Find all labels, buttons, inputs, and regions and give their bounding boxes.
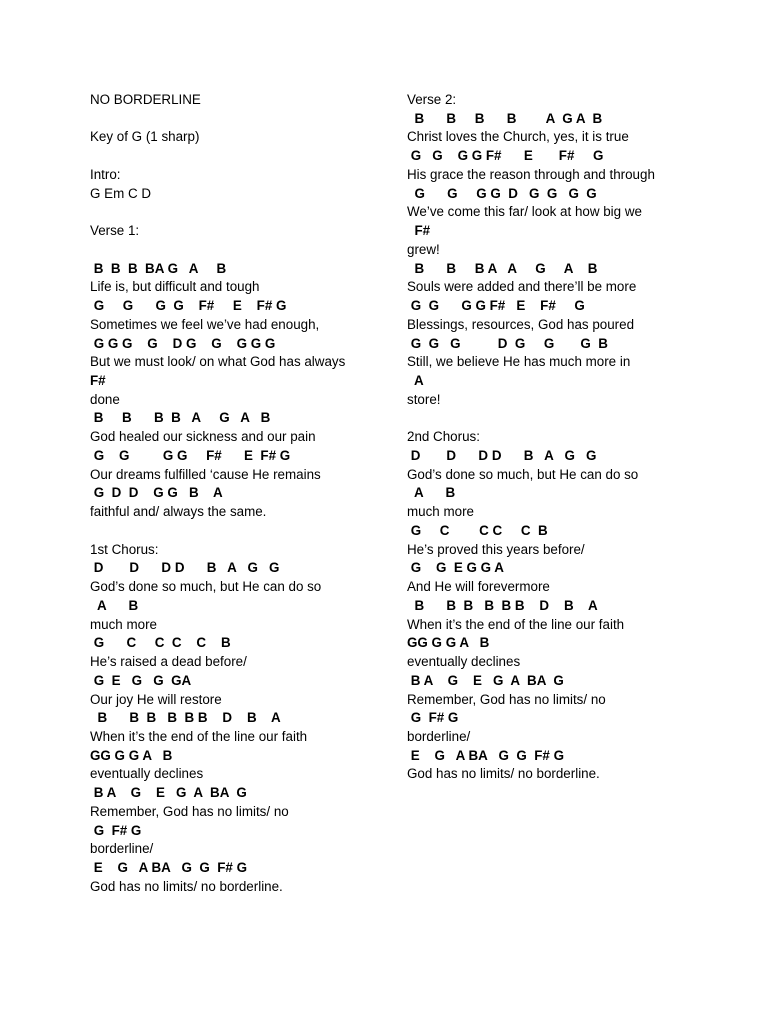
lyric-line: God has no limits/ no borderline. <box>407 766 600 782</box>
chord-line: B B B B A G A B <box>90 410 271 426</box>
lyric-line: borderline/ <box>407 728 471 744</box>
chord-line: G E G G GA <box>90 672 192 688</box>
lyric-line: God healed our sickness and our pain <box>90 429 316 445</box>
lyric-line: done <box>90 391 120 407</box>
chord-line: A B <box>90 597 139 613</box>
chord-line: E G A BA G G F# G <box>407 747 564 763</box>
chord-line: G G G G F# E F# G <box>407 298 585 314</box>
chord-line: D D D D B A G G <box>90 560 280 576</box>
chord-line: GG G G A B <box>407 635 490 651</box>
chord-line: F# <box>90 373 106 389</box>
lyric-line: Christ loves the Church, yes, it is true <box>407 129 629 145</box>
chord-line: G F# G <box>90 822 142 838</box>
lyric-line: Still, we believe He has much more in <box>407 354 631 370</box>
chord-line: A B <box>407 485 456 501</box>
chord-line: F# <box>407 223 431 239</box>
lyric-line: eventually declines <box>90 766 204 782</box>
lyric-line: When it’s the end of the line our faith <box>90 728 308 744</box>
lyric-line: faithful and/ always the same. <box>90 504 267 520</box>
chord-line: G G G G F# E F# G <box>90 447 291 463</box>
chord-line: A <box>407 373 424 389</box>
lyric-line: store! <box>407 391 441 407</box>
lyric-line: Sometimes we feel we’ve had enough, <box>90 316 320 332</box>
chord-line: B A G E G A BA G <box>407 672 564 688</box>
chord-line: G D D G G B A <box>90 485 223 501</box>
chord-line: B B B B B B D B A <box>407 597 598 613</box>
chord-line: B B B B A G A B <box>407 110 603 126</box>
chord-line: G G G G F# E F# G <box>90 298 287 314</box>
blank-line <box>90 522 390 541</box>
lyric-line: Remember, God has no limits/ no <box>90 803 289 819</box>
lyric-line: God’s done so much, but He can do so <box>407 466 639 482</box>
lyric-line: God has no limits/ no borderline. <box>90 878 283 894</box>
lyric-line: We’ve come this far/ look at how big we <box>407 204 642 220</box>
lyric-line: Intro: <box>90 166 121 182</box>
lyric-line: 2nd Chorus: <box>407 429 480 445</box>
lyric-line: Our dreams fulfilled ‘cause He remains <box>90 466 321 482</box>
lyric-line: eventually declines <box>407 654 521 670</box>
lyric-line: He’s raised a dead before/ <box>90 654 247 670</box>
chord-line: G G G G D G G G G <box>407 185 597 201</box>
lyric-line: Key of G (1 sharp) <box>90 129 200 145</box>
lyric-line: Verse 1: <box>90 223 140 239</box>
chord-line: B B B A A G A B <box>407 260 598 276</box>
chord-line: G G G G D G G G G G <box>90 335 276 351</box>
lyric-line: NO BORDERLINE <box>90 92 201 107</box>
lyric-line: Verse 2: <box>407 92 457 107</box>
chord-line: B A G E G A BA G <box>90 785 247 801</box>
lyric-line: G Em C D <box>90 185 152 201</box>
chord-line: B B B BA G A B <box>90 260 227 276</box>
lyric-line: Blessings, resources, God has poured <box>407 316 635 332</box>
chord-line: D D D D B A G G <box>407 447 597 463</box>
blank-line <box>90 203 390 222</box>
blank-line <box>90 241 390 260</box>
lyric-line: much more <box>90 616 157 632</box>
lyric-line: But we must look/ on what God has always <box>90 354 346 370</box>
blank-line <box>90 147 390 166</box>
lyric-line: much more <box>407 504 474 520</box>
chord-line: GG G G A B <box>90 747 173 763</box>
chord-line: E G A BA G G F# G <box>90 860 247 876</box>
lyric-line: God’s done so much, but He can do so <box>90 579 322 595</box>
lyric-line: When it’s the end of the line our faith <box>407 616 625 632</box>
lyric-line: And He will forevermore <box>407 579 550 595</box>
blank-line <box>90 110 390 129</box>
lyric-line: His grace the reason through and through <box>407 166 655 182</box>
lyric-line: He’s proved this years before/ <box>407 541 585 557</box>
left-column <box>90 91 390 897</box>
chord-line: G G E G G A <box>407 560 504 576</box>
lyric-line: Our joy He will restore <box>90 691 222 707</box>
lyric-line: borderline/ <box>90 841 154 857</box>
chord-line: G C C C C B <box>90 635 231 651</box>
chord-line: B B B B B B D B A <box>90 710 281 726</box>
blank-line <box>407 409 737 428</box>
chord-line: G F# G <box>407 710 459 726</box>
lyric-line: Remember, God has no limits/ no <box>407 691 606 707</box>
chord-line: G C C C C B <box>407 522 548 538</box>
chord-line: G G G D G G G B <box>407 335 608 351</box>
right-column <box>407 91 737 784</box>
lyric-line: 1st Chorus: <box>90 541 159 557</box>
lyric-line: grew! <box>407 241 440 257</box>
lyric-line: Souls were added and there’ll be more <box>407 279 637 295</box>
lyric-line: Life is, but difficult and tough <box>90 279 260 295</box>
chord-line: G G G G F# E F# G <box>407 148 604 164</box>
